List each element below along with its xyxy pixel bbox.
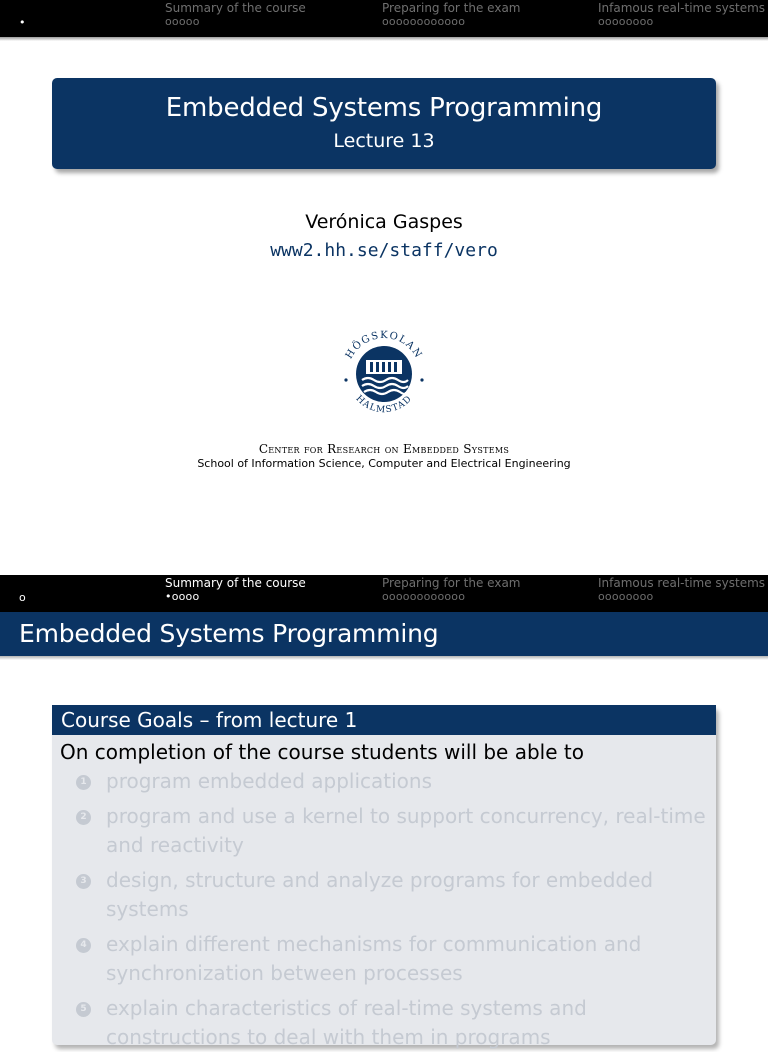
nav-section-infamous[interactable] [598, 1, 765, 28]
goal-item [60, 802, 708, 860]
nav-section-dots[interactable]: oooooooooooo [382, 15, 466, 28]
goal-number-badge: 4 [76, 938, 91, 953]
goal-item [60, 767, 708, 796]
goal-item [60, 930, 708, 988]
block-title: Course Goals – from lecture 1 [52, 705, 716, 735]
nav-section-title[interactable]: Summary of the course [165, 1, 306, 15]
nav-section-title[interactable]: Preparing for the exam [382, 576, 521, 590]
navbar-shadow [0, 37, 768, 41]
goal-number-badge: 1 [76, 775, 91, 790]
nav-section-dots[interactable]: •oooo [165, 590, 200, 603]
goal-text: explain characteristics of real-time systems and constructions to deal with them in programs [106, 996, 587, 1049]
goal-item [60, 866, 708, 924]
nav-section-dots[interactable]: oooooooooooo [382, 590, 466, 603]
nav-section-dots[interactable]: oooooooo [598, 15, 654, 28]
nav-current-marker: • [19, 16, 26, 29]
institute-school: School of Information Science, Computer and Electrical Engineering [197, 457, 571, 470]
presentation-subtitle: Lecture 13 [333, 130, 435, 152]
nav-section-dots[interactable]: ooooo [165, 15, 200, 28]
goal-number-badge: 3 [76, 874, 91, 889]
goal-text: program and use a kernel to support concurrency, real-time and reactivity [106, 804, 706, 857]
nav-section-title[interactable]: Infamous real-time systems [598, 576, 766, 590]
logo-text-top: HÖGSKOLAN [343, 329, 425, 362]
nav-section-summary[interactable] [165, 1, 306, 28]
goal-text: program embedded applications [106, 769, 433, 793]
author-url[interactable]: www2.hh.se/staff/vero [270, 240, 498, 261]
goal-item [60, 994, 708, 1052]
navigation-bar [0, 575, 768, 612]
nav-section-title[interactable]: Summary of the course [165, 576, 306, 590]
block-intro: On completion of the course students will be able to [60, 740, 584, 764]
nav-section-summary[interactable] [165, 576, 306, 603]
goal-number-badge: 5 [76, 1002, 91, 1017]
block-body [52, 735, 716, 1052]
nav-section-exam[interactable] [382, 1, 521, 28]
university-seal-logo [334, 328, 434, 420]
goal-text: design, structure and analyze programs for embedded systems [106, 868, 654, 921]
author-name: Verónica Gaspes [305, 211, 463, 233]
institute-center: Center for Research on Embedded Systems [258, 442, 510, 456]
nav-section-title[interactable]: Preparing for the exam [382, 1, 521, 15]
nav-section-infamous[interactable] [598, 576, 765, 603]
nav-current-marker: o [19, 591, 26, 604]
title-block [52, 78, 716, 169]
nav-section-dots[interactable]: oooooooo [598, 590, 654, 603]
presentation-title: Embedded Systems Programming [165, 93, 603, 123]
course-goals-slide [0, 575, 768, 1049]
navigation-bar [0, 0, 768, 37]
goal-text: explain different mechanisms for communication and synchronization between processes [106, 932, 642, 985]
frame-title: Embedded Systems Programming [0, 612, 768, 656]
course-goals-block [52, 705, 716, 1049]
frame-title-shadow [0, 656, 768, 660]
nav-section-title[interactable]: Infamous real-time systems [598, 1, 766, 15]
nav-section-exam[interactable] [382, 576, 521, 603]
logo-text-bottom: HALMSTAD [353, 393, 415, 416]
goal-number-badge: 2 [76, 810, 91, 825]
